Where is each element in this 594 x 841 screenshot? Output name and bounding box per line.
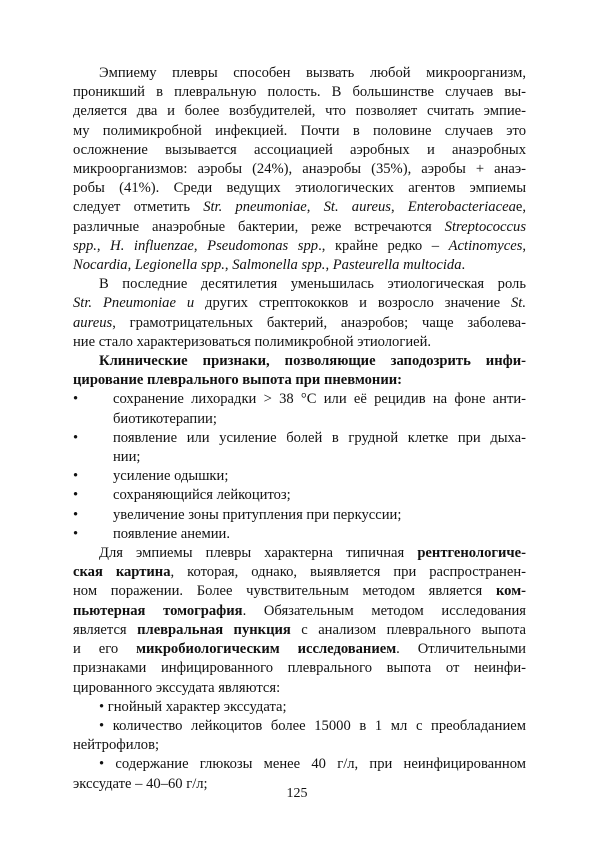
list-item-line: • появление или усиление болей в грудной клетке при дыха- xyxy=(113,429,526,446)
page-body xyxy=(73,64,526,794)
criteria-item xyxy=(73,698,526,717)
exudate-criteria-list xyxy=(73,698,526,794)
text-line: различные анаэробные бактерии, реже встречаются Streptococcus xyxy=(73,218,526,235)
list-item xyxy=(73,467,526,486)
text-line: цированного экссудата являются: xyxy=(73,679,281,696)
list-item xyxy=(73,525,526,544)
list-item-line: биотикотерапии; xyxy=(113,410,217,427)
list-item xyxy=(73,506,526,525)
clinical-signs-list xyxy=(73,390,526,544)
text-line: Для эмпиемы плевры характерна типичная рентгенологиче- xyxy=(99,545,526,562)
section-heading xyxy=(73,352,526,390)
list-item-line: нии; xyxy=(113,449,141,466)
list-item xyxy=(73,390,526,428)
text-line: микроорганизмов: аэробы (24%), анаэробы (35%), аэробы + анаэ- xyxy=(73,161,526,178)
text-line: spp., H. influenzae, Pseudomonas spp., крайне редко – Actinomyces, xyxy=(73,237,527,254)
criteria-line: нейтрофилов; xyxy=(73,737,160,754)
criteria-line: • количество лейкоцитов более 15000 в 1 мл с преобладанием xyxy=(99,717,526,734)
text-line: Str. Pneumoniae и других стрептококков и возросло значение St. xyxy=(73,295,526,312)
list-item-line: • сохранение лихорадки > 38 °С или её рецидив на фоне анти- xyxy=(113,391,526,408)
text-line: ние стало характеризоваться полимикробной этиологией. xyxy=(73,333,432,350)
list-item-line: • появление анемии. xyxy=(113,525,231,542)
text-line: проникший в плевральную полость. В большинстве случаев вы- xyxy=(73,84,526,101)
list-item xyxy=(73,486,526,505)
text-line: робы (41%). Среди ведущих этиологических агентов эмпиемы xyxy=(73,180,526,197)
text-line: ном поражении. Более чувствительным методом является ком- xyxy=(73,583,526,600)
criteria-item xyxy=(73,717,526,755)
text-line: следует отметить Str. pneumoniae, St. aureus, Enterobacteriaceae, xyxy=(73,199,527,216)
text-line: Nocardia, Legionella spp., Salmonella spp., Pasteurella multocida. xyxy=(73,257,466,274)
text-line: является плевральная пункция с анализом плеврального выпота xyxy=(73,621,526,638)
text-line: Эмпиему плевры способен вызвать любой микроорганизм, xyxy=(99,65,526,81)
list-item-line: • усиление одышки; xyxy=(113,468,229,485)
text-line: В последние десятилетия уменьшилась этиологическая роль xyxy=(99,276,526,293)
paragraph-recent-decades xyxy=(73,275,526,352)
list-item-line: • увеличение зоны притупления при перкуссии; xyxy=(113,506,402,523)
text-line: и его микробиологическим исследованием. Отличительными xyxy=(73,641,526,658)
paragraph-etiology xyxy=(73,64,526,275)
criteria-line: • содержание глюкозы менее 40 г/л, при неинфицированном xyxy=(99,756,526,773)
text-line: признаками инфицированного плеврального выпота от неинфи- xyxy=(73,660,526,677)
text-line: aureus, грамотрицательных бактерий, анаэробов; чаще заболева- xyxy=(73,314,526,331)
paragraph-diagnostics xyxy=(73,544,526,698)
text-line: ская картина, которая, однако, выявляется при распространен- xyxy=(73,564,527,581)
text-line: осложнение вызывается ассоциацией аэробных и анаэробных xyxy=(73,141,526,158)
criteria-line: экссудате – 40–60 г/л; xyxy=(73,775,208,792)
text-line: деляется два и более возбудителей, что позволяет считать эмпие- xyxy=(73,103,526,120)
criteria-line: • гнойный характер экссудата; xyxy=(99,698,287,715)
heading-line: Клинические признаки, позволяющие заподозрить инфи- xyxy=(99,353,526,370)
heading-line: цирование плеврального выпота при пневмонии: xyxy=(73,372,403,389)
page-number: 125 xyxy=(286,786,308,801)
text-line: пьютерная томография. Обязательным методом исследования xyxy=(73,602,526,619)
list-item-line: • сохраняющийся лейкоцитоз; xyxy=(113,487,291,504)
list-item xyxy=(73,429,526,467)
text-line: му полимикробной инфекцией. Почти в половине случаев это xyxy=(73,122,526,139)
